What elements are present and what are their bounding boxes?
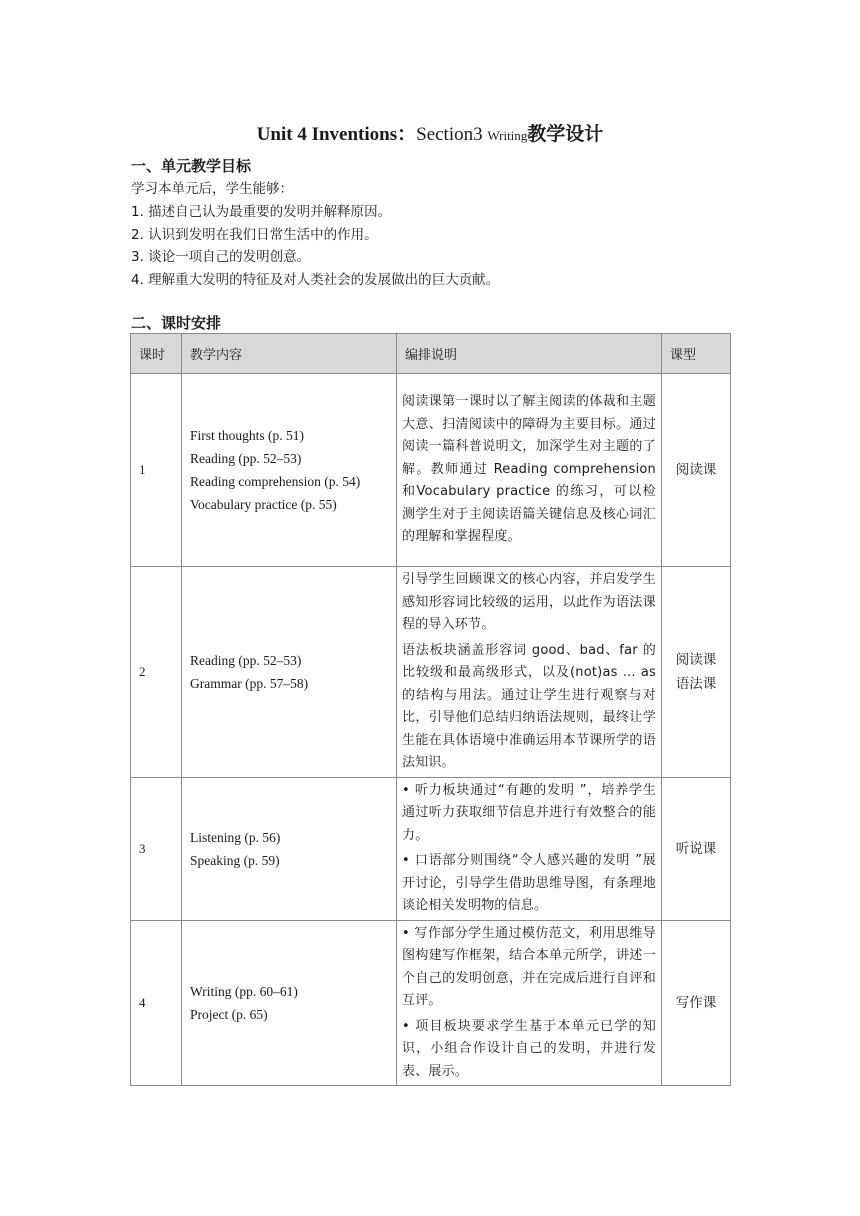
goal-item: 2. 认识到发明在我们日常生活中的作用。	[131, 227, 378, 243]
table-row	[131, 777, 731, 920]
lesson-notes	[397, 777, 662, 920]
type-label: 写作课	[675, 994, 717, 1011]
lesson-type	[662, 567, 731, 778]
lesson-content	[182, 777, 397, 920]
lesson-notes	[397, 920, 662, 1086]
content-item: First thoughts (p. 51)	[190, 428, 305, 443]
lesson-type	[662, 920, 731, 1086]
header-lesson: 课时	[131, 334, 182, 374]
type-label: 语法课	[675, 675, 717, 692]
header-content: 教学内容	[182, 334, 397, 374]
content-item: Grammar (pp. 57–58)	[190, 675, 309, 691]
lesson-content	[182, 920, 397, 1086]
section1-intro: 学习本单元后，学生能够：	[131, 181, 293, 197]
notes-paragraph: • 口语部分则围绕“令人感兴趣的发明 ”展开讨论，引导学生借助思维导图，有条理地谈论相关发明物的信息。	[402, 853, 656, 913]
section1-heading: 一、单元教学目标	[131, 157, 252, 175]
notes-paragraph: 语法板块涵盖形容词 good、bad、far 的比较级和最高级形式，以及(not)as ... as 的结构与用法。通过让学生进行观察与对比，引导他们总结归纳语法规则，最终让学生能在具体语境中准确运用本节课所学的语法知识。	[402, 642, 656, 770]
lesson-notes	[397, 374, 662, 567]
lesson-number: 4	[131, 920, 182, 1086]
document-title	[0, 121, 860, 150]
lesson-number: 2	[131, 567, 182, 778]
type-label: 听说课	[675, 840, 717, 857]
goal-item: 4. 理解重大发明的特征及对人类社会的发展做出的巨大贡献。	[131, 272, 500, 288]
notes-paragraph: • 听力板块通过“有趣的发明 ”，培养学生通过听力获取细节信息并进行有效整合的能力。	[402, 782, 656, 843]
notes-paragraph: • 写作部分学生通过模仿范文，利用思维导图构建写作框架，结合本单元所学，讲述一个自己的发明创意，并在完成后进行自评和互评。	[402, 925, 656, 1008]
lesson-type	[662, 777, 731, 920]
content-item: Project (p. 65)	[190, 1006, 268, 1022]
notes-paragraph: 阅读课第一课时以了解主阅读的体裁和主题大意、扫清阅读中的障碍为主要目标。通过阅读一篇科普说明文，加深学生对主题的了解。教师通过 Reading comprehension 和Vocabulary practice 的练习，可以检测学生对于主阅读语篇关键信息及核心词汇的理解和掌握程度。	[402, 394, 656, 545]
title-section: Section3	[416, 124, 488, 145]
schedule-table	[130, 333, 731, 1086]
content-item: Vocabulary practice (p. 55)	[190, 497, 337, 512]
type-label: 阅读课	[675, 651, 717, 668]
lesson-number: 3	[131, 777, 182, 920]
content-item: Listening (p. 56)	[190, 829, 281, 845]
header-notes: 编排说明	[397, 334, 662, 374]
content-item: Speaking (p. 59)	[190, 852, 280, 868]
table-header-row	[131, 334, 731, 374]
table-row	[131, 567, 731, 778]
title-tail: 教学设计	[527, 124, 604, 145]
lesson-content	[182, 374, 397, 567]
content-item: Writing (pp. 60–61)	[190, 983, 298, 999]
goal-item: 1. 描述自己认为最重要的发明并解释原因。	[131, 204, 392, 220]
lesson-content	[182, 567, 397, 778]
title-writing: Writing	[487, 128, 528, 143]
goal-item: 3. 谈论一项自己的发明创意。	[131, 249, 311, 265]
section2-heading: 二、课时安排	[131, 314, 222, 332]
notes-paragraph: 引导学生回顾课文的核心内容，并启发学生感知形容词比较级的运用，以此作为语法课程的导入环节。	[402, 572, 656, 632]
table-row	[131, 920, 731, 1086]
content-item: Reading comprehension (p. 54)	[190, 474, 361, 489]
title-unit: Unit 4 Inventions：	[256, 124, 417, 145]
lesson-number: 1	[131, 374, 182, 567]
lesson-notes	[397, 567, 662, 778]
content-item: Reading (pp. 52–53)	[190, 652, 302, 668]
content-item: Reading (pp. 52–53)	[190, 451, 302, 466]
header-type: 课型	[662, 334, 731, 374]
type-label: 阅读课	[675, 462, 717, 478]
table-row	[131, 374, 731, 567]
notes-paragraph: • 项目板块要求学生基于本单元已学的知识，小组合作设计自己的发明，并进行发表、展示。	[402, 1018, 656, 1079]
lesson-type	[662, 374, 731, 567]
